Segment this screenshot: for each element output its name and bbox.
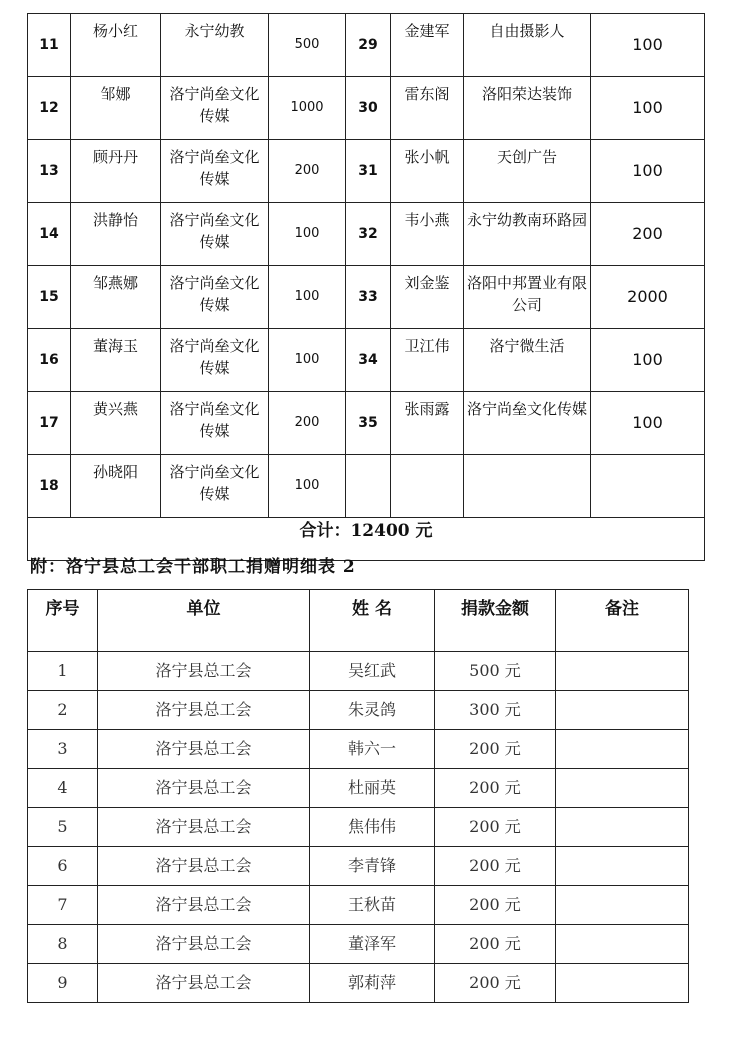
cell-unit: 洛宁县总工会 bbox=[98, 886, 310, 925]
header-note: 备注 bbox=[556, 590, 689, 652]
cell-l-no: 13 bbox=[28, 140, 71, 203]
cell-r-amount: 2000 bbox=[591, 266, 705, 329]
cell-r-unit: 洛阳中邦置业有限公司 bbox=[464, 266, 591, 329]
cell-no: 3 bbox=[28, 730, 98, 769]
cell-l-unit: 洛宁尚垒文化传媒 bbox=[161, 203, 269, 266]
cell-l-no: 12 bbox=[28, 77, 71, 140]
cell-l-unit: 洛宁尚垒文化传媒 bbox=[161, 329, 269, 392]
donation-table-2 bbox=[27, 589, 689, 1003]
cell-l-amount: 500 bbox=[269, 14, 346, 77]
cell-r-amount: 100 bbox=[591, 14, 705, 77]
cell-name: 吴红武 bbox=[310, 652, 435, 691]
cell-unit: 洛宁县总工会 bbox=[98, 652, 310, 691]
table-row bbox=[28, 691, 689, 730]
cell-r-amount: 100 bbox=[591, 392, 705, 455]
header-unit: 单位 bbox=[98, 590, 310, 652]
cell-r-no: 33 bbox=[346, 266, 391, 329]
cell-note bbox=[556, 691, 689, 730]
cell-no: 7 bbox=[28, 886, 98, 925]
cell-amount: 200 元 bbox=[435, 964, 556, 1003]
cell-l-unit: 洛宁尚垒文化传媒 bbox=[161, 455, 269, 518]
table-row bbox=[28, 203, 705, 266]
cell-note bbox=[556, 925, 689, 964]
table-row bbox=[28, 886, 689, 925]
cell-r-unit: 洛宁尚垒文化传媒 bbox=[464, 392, 591, 455]
cell-amount: 200 元 bbox=[435, 730, 556, 769]
cell-r-unit: 洛宁微生活 bbox=[464, 329, 591, 392]
table-row bbox=[28, 392, 705, 455]
cell-note bbox=[556, 652, 689, 691]
table-row bbox=[28, 964, 689, 1003]
cell-r-amount: 100 bbox=[591, 329, 705, 392]
cell-l-amount: 200 bbox=[269, 392, 346, 455]
header-amount: 捐款金额 bbox=[435, 590, 556, 652]
cell-l-amount: 200 bbox=[269, 140, 346, 203]
cell-l-amount: 100 bbox=[269, 455, 346, 518]
attachment-title: 附：洛宁县总工会干部职工捐赠明细表 2 bbox=[30, 557, 356, 577]
cell-r-name: 刘金鉴 bbox=[391, 266, 464, 329]
cell-l-unit: 永宁幼教 bbox=[161, 14, 269, 77]
cell-l-unit: 洛宁尚垒文化传媒 bbox=[161, 140, 269, 203]
cell-note bbox=[556, 847, 689, 886]
header-no: 序号 bbox=[28, 590, 98, 652]
cell-r-amount bbox=[591, 455, 705, 518]
table-row bbox=[28, 77, 705, 140]
cell-unit: 洛宁县总工会 bbox=[98, 769, 310, 808]
cell-r-unit: 洛阳荣达装饰 bbox=[464, 77, 591, 140]
cell-l-name: 邹娜 bbox=[71, 77, 161, 140]
cell-r-name: 雷东阁 bbox=[391, 77, 464, 140]
table-row bbox=[28, 140, 705, 203]
cell-r-name: 张雨露 bbox=[391, 392, 464, 455]
table-row bbox=[28, 769, 689, 808]
cell-l-name: 黄兴燕 bbox=[71, 392, 161, 455]
table-row bbox=[28, 808, 689, 847]
table-row bbox=[28, 847, 689, 886]
table-row bbox=[28, 14, 705, 77]
cell-l-amount: 1000 bbox=[269, 77, 346, 140]
cell-no: 4 bbox=[28, 769, 98, 808]
cell-unit: 洛宁县总工会 bbox=[98, 964, 310, 1003]
cell-no: 5 bbox=[28, 808, 98, 847]
cell-name: 韩六一 bbox=[310, 730, 435, 769]
cell-name: 李青锋 bbox=[310, 847, 435, 886]
cell-r-name: 金建军 bbox=[391, 14, 464, 77]
table-header-row bbox=[28, 590, 689, 652]
cell-name: 董泽军 bbox=[310, 925, 435, 964]
cell-l-no: 11 bbox=[28, 14, 71, 77]
cell-amount: 200 元 bbox=[435, 769, 556, 808]
cell-r-unit bbox=[464, 455, 591, 518]
cell-amount: 200 元 bbox=[435, 847, 556, 886]
cell-no: 9 bbox=[28, 964, 98, 1003]
cell-note bbox=[556, 769, 689, 808]
cell-name: 王秋苗 bbox=[310, 886, 435, 925]
cell-l-no: 15 bbox=[28, 266, 71, 329]
cell-unit: 洛宁县总工会 bbox=[98, 808, 310, 847]
total-amount: 合计：12400 元 bbox=[28, 518, 705, 561]
cell-l-name: 孙晓阳 bbox=[71, 455, 161, 518]
cell-r-no: 32 bbox=[346, 203, 391, 266]
table-row bbox=[28, 652, 689, 691]
cell-name: 焦伟伟 bbox=[310, 808, 435, 847]
cell-unit: 洛宁县总工会 bbox=[98, 925, 310, 964]
cell-r-amount: 200 bbox=[591, 203, 705, 266]
cell-r-name bbox=[391, 455, 464, 518]
cell-r-no: 29 bbox=[346, 14, 391, 77]
cell-unit: 洛宁县总工会 bbox=[98, 691, 310, 730]
cell-amount: 200 元 bbox=[435, 808, 556, 847]
cell-amount: 200 元 bbox=[435, 925, 556, 964]
table-row bbox=[28, 329, 705, 392]
table-row bbox=[28, 266, 705, 329]
cell-r-no: 31 bbox=[346, 140, 391, 203]
cell-no: 8 bbox=[28, 925, 98, 964]
cell-note bbox=[556, 886, 689, 925]
cell-l-name: 杨小红 bbox=[71, 14, 161, 77]
cell-unit: 洛宁县总工会 bbox=[98, 847, 310, 886]
cell-r-no bbox=[346, 455, 391, 518]
cell-r-name: 卫江伟 bbox=[391, 329, 464, 392]
cell-l-amount: 100 bbox=[269, 266, 346, 329]
cell-l-no: 18 bbox=[28, 455, 71, 518]
cell-name: 朱灵鸽 bbox=[310, 691, 435, 730]
cell-note bbox=[556, 808, 689, 847]
cell-amount: 300 元 bbox=[435, 691, 556, 730]
cell-unit: 洛宁县总工会 bbox=[98, 730, 310, 769]
cell-l-name: 洪静怡 bbox=[71, 203, 161, 266]
cell-l-name: 邹燕娜 bbox=[71, 266, 161, 329]
cell-l-unit: 洛宁尚垒文化传媒 bbox=[161, 266, 269, 329]
cell-r-no: 34 bbox=[346, 329, 391, 392]
cell-l-unit: 洛宁尚垒文化传媒 bbox=[161, 392, 269, 455]
cell-r-unit: 永宁幼教南环路园 bbox=[464, 203, 591, 266]
cell-r-no: 30 bbox=[346, 77, 391, 140]
cell-l-no: 16 bbox=[28, 329, 71, 392]
cell-r-name: 韦小燕 bbox=[391, 203, 464, 266]
header-name: 姓 名 bbox=[310, 590, 435, 652]
cell-name: 杜丽英 bbox=[310, 769, 435, 808]
cell-l-amount: 100 bbox=[269, 329, 346, 392]
cell-l-name: 董海玉 bbox=[71, 329, 161, 392]
cell-r-unit: 自由摄影人 bbox=[464, 14, 591, 77]
cell-r-no: 35 bbox=[346, 392, 391, 455]
cell-note bbox=[556, 730, 689, 769]
cell-r-unit: 天创广告 bbox=[464, 140, 591, 203]
cell-amount: 500 元 bbox=[435, 652, 556, 691]
cell-no: 2 bbox=[28, 691, 98, 730]
cell-r-amount: 100 bbox=[591, 140, 705, 203]
donation-table-1 bbox=[27, 13, 705, 561]
table-row bbox=[28, 925, 689, 964]
cell-l-amount: 100 bbox=[269, 203, 346, 266]
cell-l-no: 14 bbox=[28, 203, 71, 266]
cell-note bbox=[556, 964, 689, 1003]
cell-l-unit: 洛宁尚垒文化传媒 bbox=[161, 77, 269, 140]
cell-amount: 200 元 bbox=[435, 886, 556, 925]
cell-no: 1 bbox=[28, 652, 98, 691]
cell-l-no: 17 bbox=[28, 392, 71, 455]
cell-r-name: 张小帆 bbox=[391, 140, 464, 203]
cell-r-amount: 100 bbox=[591, 77, 705, 140]
table-row bbox=[28, 455, 705, 518]
table-row bbox=[28, 730, 689, 769]
cell-no: 6 bbox=[28, 847, 98, 886]
cell-name: 郭莉萍 bbox=[310, 964, 435, 1003]
cell-l-name: 顾丹丹 bbox=[71, 140, 161, 203]
